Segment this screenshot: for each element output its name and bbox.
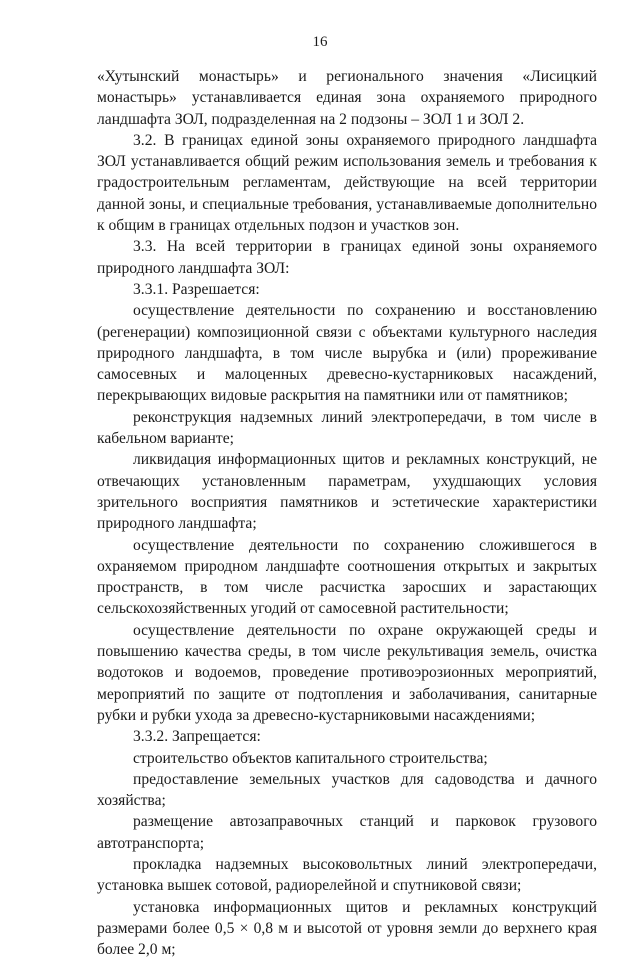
paragraph: размещение автозаправочных станций и парковок грузового автотранспорта;	[97, 813, 597, 852]
paragraph: реконструкция надземных линий электропередачи, в том числе в кабельном варианте;	[97, 408, 597, 448]
document-body	[97, 66, 597, 960]
paragraph: осуществление деятельности по сохранению сложившегося в охраняемом природном ландшафте соотношения открытых и закрытых пространств, в том числе расчистка заросших и зарастающих сельскохозяйственных угодий от самосевной растительности;	[97, 536, 597, 618]
paragraph: строительство объектов капитального строительства;	[133, 749, 488, 767]
paragraph: предоставление земельных участков для садоводства и дачного хозяйства;	[97, 770, 597, 810]
paragraph: ликвидация информационных щитов и рекламных конструкций, не отвечающих установленным параметрам, ухудшающих условия зрительного восприятия памятников и эстетические характеристики природного ландшафта;	[97, 451, 597, 533]
page-number: 16	[312, 34, 328, 50]
paragraph: прокладка надземных высоковольтных линий электропередачи, установка вышек сотовой, радиорелейной и спутниковой связи;	[97, 855, 597, 895]
paragraph: «Хутынский монастырь» и регионального значения «Лисицкий монастырь» устанавливается единая зона охраняемого природного ландшафта ЗОЛ, подразделенная на 2 подзоны – ЗОЛ 1 и ЗОЛ 2.	[97, 68, 597, 128]
paragraph: установка информационных щитов и рекламных конструкций размерами более 0,5 × 0,8 м и высотой от уровня земли до верхнего края более 2,0 м;	[97, 898, 597, 959]
paragraph: осуществление деятельности по охране окружающей среды и повышению качества среды, в том числе рекультивация земель, очистка водотоков и водоемов, проведение противоэрозионных мероприятий, мероприятий по защите от подтопления и заболачивания, санитарные рубки и рубки ухода за древесно-кустарниковыми насаждениями;	[97, 621, 597, 724]
paragraph: 3.3.1. Разрешается:	[133, 280, 260, 298]
paragraph: 3.3. На всей территории в границах единой зоны охраняемого природного ландшафта ЗОЛ:	[97, 238, 597, 277]
paragraph: осуществление деятельности по сохранению и восстановлению (регенерации) композиционной связи с объектами культурного наследия природного ландшафта, в том числе вырубка и (или) прореживание самосевных и малоценных древесно-кустарниковых насаждений, перекрывающих видовые раскрытия на памятники или от памятников;	[97, 302, 597, 405]
paragraph: 3.2. В границах единой зоны охраняемого природного ландшафта ЗОЛ устанавливается общий режим использования земель и требования к градостроительным регламентам, действующие на всей территории данной зоны, и специальные требования, устанавливаемые дополнительно к общим в границах отдельных подзон и участков зон.	[97, 131, 597, 235]
paragraph: 3.3.2. Запрещается:	[133, 728, 261, 746]
